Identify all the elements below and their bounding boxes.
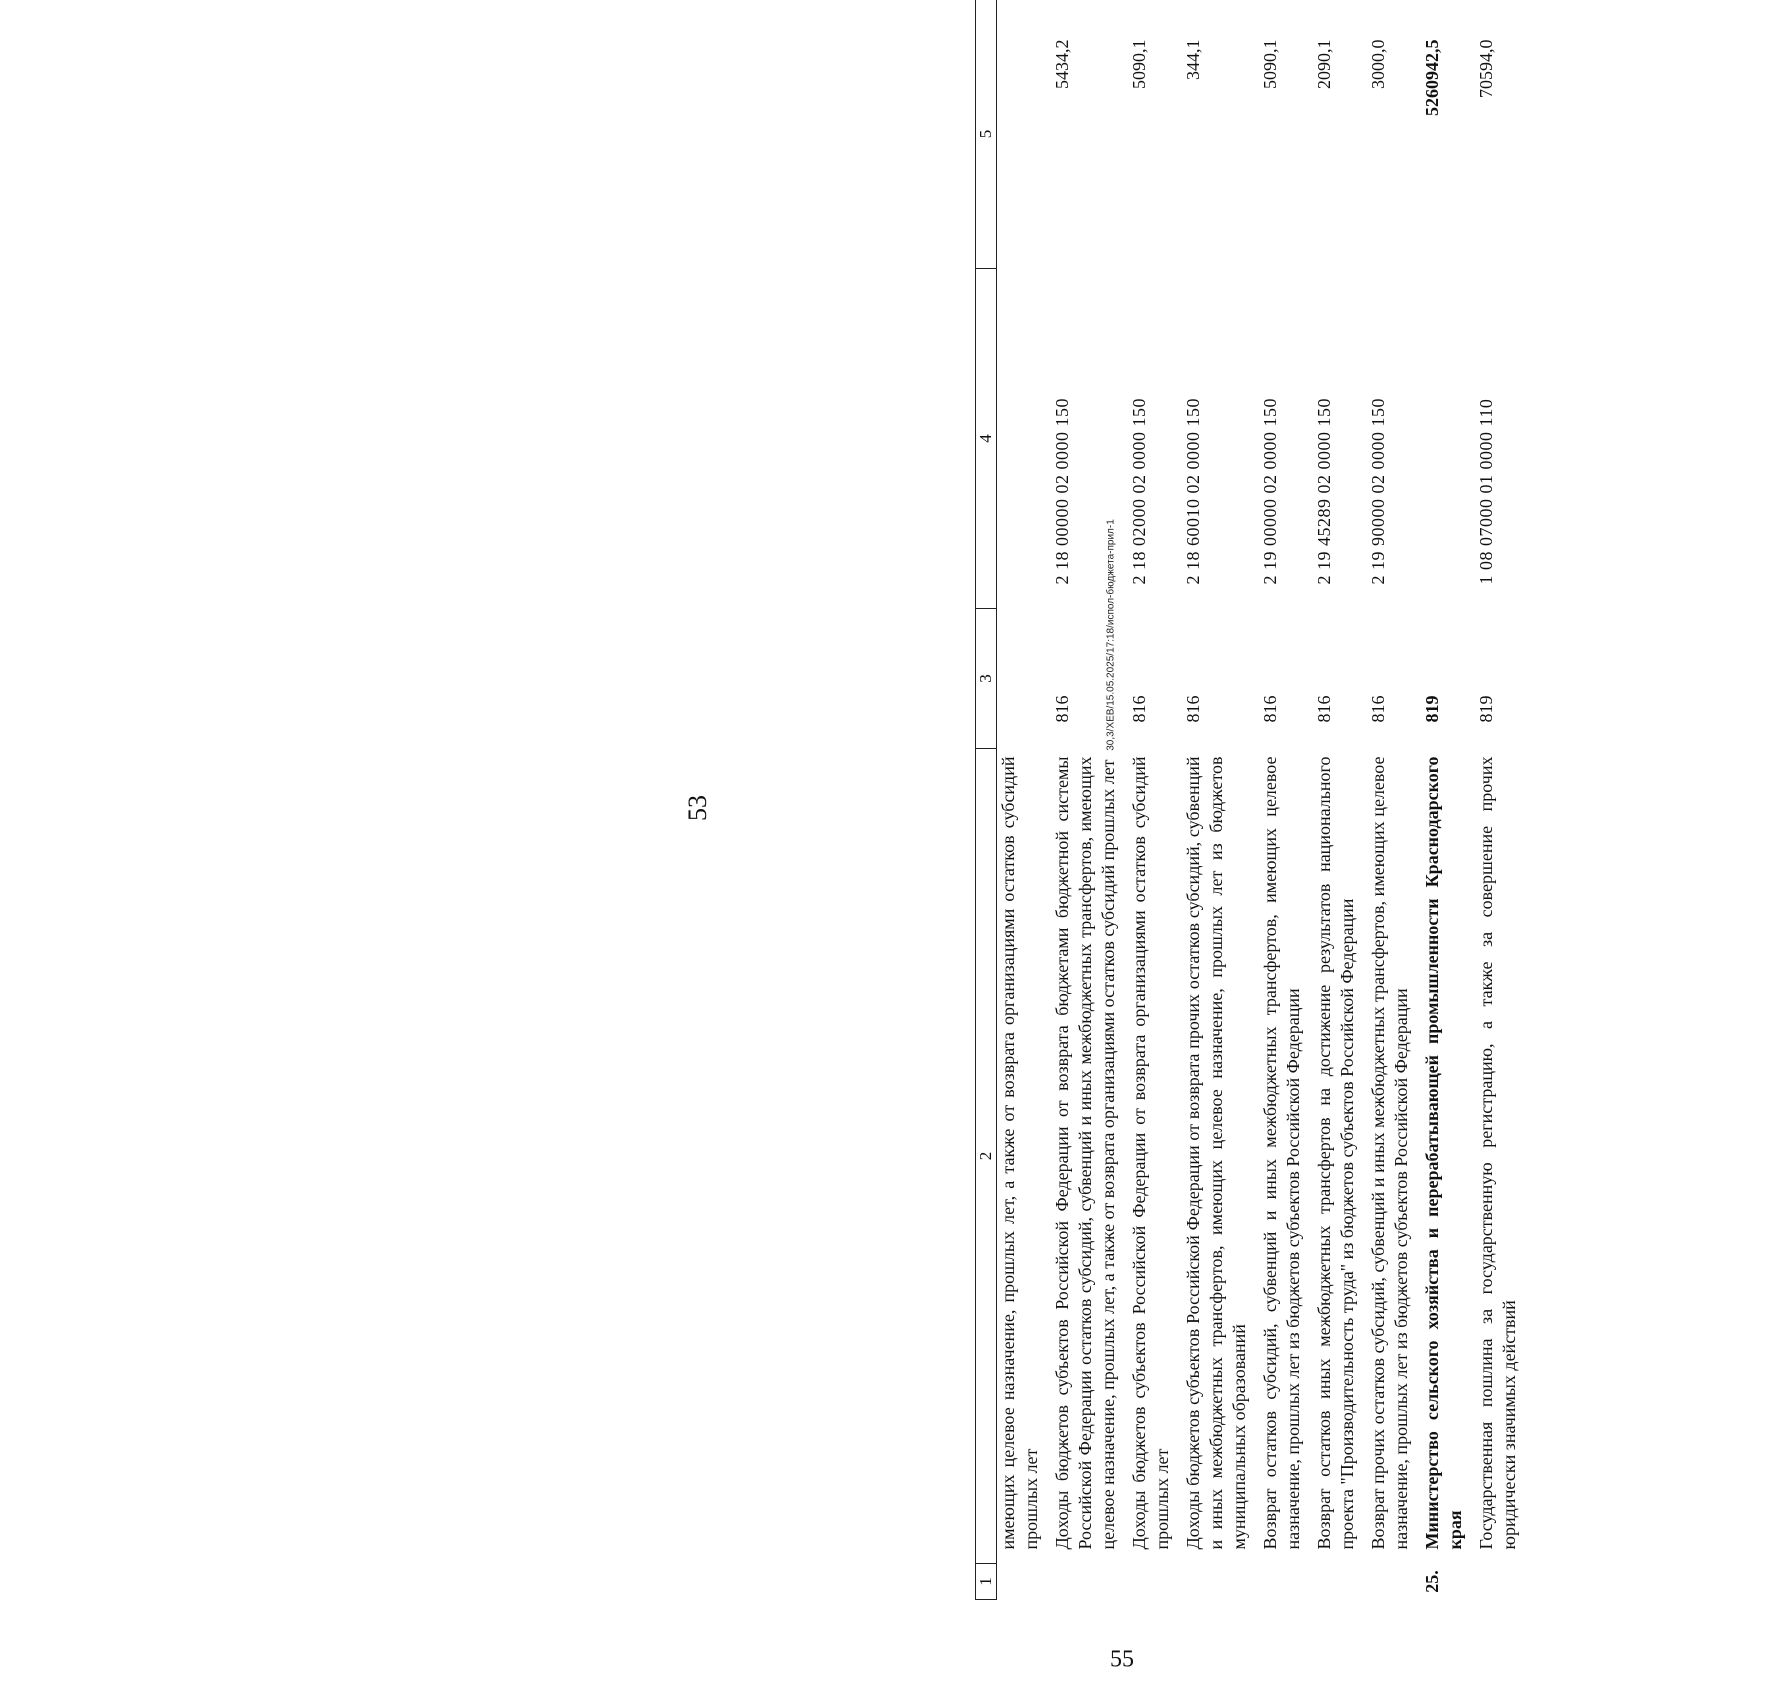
- row-number: [1367, 1564, 1421, 1600]
- row-number: [1051, 1564, 1128, 1600]
- row-amount: 344,1: [1183, 39, 1203, 80]
- row-number: [1182, 1564, 1259, 1600]
- column-header-1: 1: [976, 1564, 997, 1600]
- row-number: [997, 1564, 1052, 1600]
- row-name: Доходы бюджетов субъектов Российской Федерации от возврата бюджетами бюджетной системы Российской Федерации остатков субсидий, субвенций и иных межбюджетных трансфертов, имеющих целевое назначение, прошлых лет, а также от возврата организациями остатков субсидий прошлых лет: [1052, 756, 1118, 1550]
- row-name: Возврат остатков субсидий, субвенций и иных межбюджетных трансфертов, имеющих целевое назначение, прошлых лет из бюджетов субъектов Российской Федерации: [1260, 756, 1303, 1550]
- column-header-5: 5: [976, 0, 997, 269]
- row-admin-code: 816: [1368, 695, 1388, 723]
- row-budget-code: [997, 269, 1052, 609]
- row-admin-code: 816: [1052, 695, 1072, 723]
- row-budget-code: 2 18 00000 02 0000 150: [1052, 398, 1072, 585]
- row-number: 25.: [1422, 1570, 1442, 1593]
- page-number-center: 53: [683, 795, 712, 821]
- row-budget-code: [1421, 269, 1475, 609]
- row-admin-code: [997, 609, 1052, 749]
- row-amount: 5090,1: [1260, 39, 1280, 89]
- row-name: Доходы бюджетов субъектов Российской Федерации от возврата организациями остатков субсидий прошлых лет: [1129, 756, 1172, 1550]
- row-budget-code: 2 19 90000 02 0000 150: [1368, 398, 1388, 585]
- row-name: Возврат прочих остатков субсидий, субвенций и иных межбюджетных трансфертов, имеющих целевое назначение, прошлых лет из бюджетов субъектов Российской Федерации: [1368, 756, 1411, 1550]
- row-admin-code: 816: [1314, 695, 1334, 723]
- table-row-ministry: [1421, 0, 1475, 1600]
- row-number: [1259, 1564, 1313, 1600]
- row-name: Доходы бюджетов субъектов Российской Федерации от возврата прочих остатков субсидий, субвенций и иных межбюджетных трансфертов, имеющих целевое назначение, прошлых лет из бюджетов муниципальных образований: [1183, 756, 1249, 1550]
- column-header-2: 2: [976, 749, 997, 1564]
- page-number-corner: 55: [1110, 1646, 1134, 1673]
- row-admin-code: 816: [1260, 695, 1280, 723]
- row-name: Министерство сельского хозяйства и перерабатывающей промышленности Краснодарского края: [1422, 756, 1465, 1550]
- row-amount: 5260942,5: [1422, 39, 1442, 116]
- row-budget-code: 2 19 00000 02 0000 150: [1260, 398, 1280, 585]
- row-amount: 2090,1: [1314, 39, 1334, 89]
- table-row: [1313, 0, 1367, 1600]
- table-row: [1367, 0, 1421, 1600]
- row-amount: 70594,0: [1476, 39, 1496, 98]
- table-row: [1475, 0, 1529, 1600]
- table-header-row: [976, 0, 997, 1600]
- row-budget-code: 1 08 07000 01 0000 110: [1476, 398, 1496, 585]
- row-admin-code: 816: [1183, 695, 1203, 723]
- column-header-3: 3: [976, 609, 997, 749]
- row-name: Государственная пошлина за государственную регистрацию, а также за совершение прочих юридически значимых действий: [1476, 756, 1519, 1550]
- table-row: [1128, 0, 1182, 1600]
- row-admin-code: 819: [1422, 695, 1442, 723]
- budget-table: [975, 0, 1529, 1600]
- row-budget-code: 2 18 60010 02 0000 150: [1183, 398, 1203, 585]
- row-name: Возврат остатков иных межбюджетных трансфертов на достижение результатов национального проекта "Производительность труда" из бюджетов субъектов Российской Федерации: [1314, 756, 1357, 1550]
- row-budget-code: 2 18 02000 02 0000 150: [1129, 398, 1149, 585]
- document-footer-code: 30,3/ХЕВ/15.05.2025/17:18/испол-бюджета-прил-1: [1105, 519, 1117, 751]
- rotated-table-sheet: [975, 0, 1785, 1600]
- table-row: [1182, 0, 1259, 1600]
- row-number: [1313, 1564, 1367, 1600]
- table-row: [997, 0, 1052, 1600]
- row-amount: [997, 0, 1052, 269]
- row-amount: 3000,0: [1368, 39, 1388, 89]
- column-header-4: 4: [976, 269, 997, 609]
- row-number: [1128, 1564, 1182, 1600]
- table-row: [1259, 0, 1313, 1600]
- row-amount: 5090,1: [1129, 39, 1149, 89]
- row-amount: 5434,2: [1052, 39, 1072, 89]
- table-row: [1051, 0, 1128, 1600]
- row-admin-code: 816: [1129, 695, 1149, 723]
- row-budget-code: 2 19 45289 02 0000 150: [1314, 398, 1334, 585]
- row-admin-code: 819: [1476, 695, 1496, 723]
- row-number: [1475, 1564, 1529, 1600]
- row-name: имеющих целевое назначение, прошлых лет, а также от возврата организациями остатков субсидий прошлых лет: [998, 756, 1041, 1550]
